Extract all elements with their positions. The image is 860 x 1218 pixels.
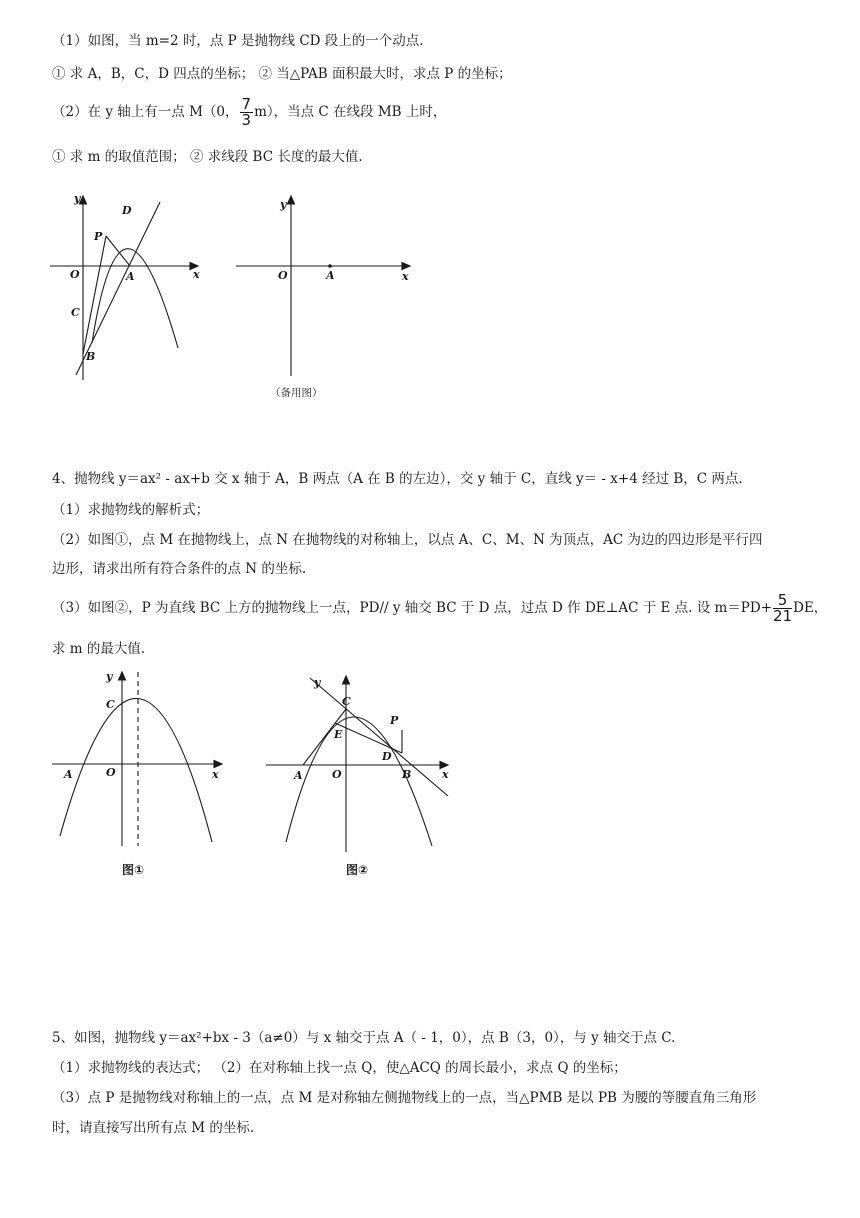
parabola-curve [60, 698, 212, 842]
parabola-curve [92, 249, 178, 348]
p4f2-label-b: B [402, 768, 412, 781]
y-axis-arrow [288, 196, 295, 204]
figure-parabola-pab [50, 188, 210, 380]
p4f1-label-x: x [212, 768, 219, 781]
p5-line-2: （1）求抛物线的表达式； （2）在对称轴上找一点 Q，使△ACQ 的周长最小，求点 Q 的坐标； [52, 1060, 627, 1076]
y-axis-arrow [119, 672, 126, 680]
fig2-caption: （备用图） [270, 387, 323, 399]
fig2-label-a: A [326, 269, 335, 282]
fraction-denominator: 3 [241, 110, 252, 129]
fig1-label-o: O [70, 268, 80, 281]
p4f2-label-a: A [294, 769, 303, 782]
sa-line-3-pre: （2）在 y 轴上有一点 M（0， [52, 104, 239, 120]
y-axis-arrow [343, 676, 350, 684]
line-bc [310, 678, 448, 796]
p4f2-label-c: C [342, 695, 351, 708]
x-axis-arrow [214, 761, 222, 768]
p4-line-5-post: DE， [793, 600, 828, 616]
fig1-label-y: y [74, 192, 81, 205]
p4-line-2: （1）求抛物线的解析式； [52, 502, 210, 518]
sa-line-3 [52, 92, 446, 132]
p4f1-caption: 图① [122, 863, 145, 877]
fig2-label-x: x [402, 270, 409, 283]
p4f1-label-a: A [64, 768, 73, 781]
fig2-label-y: y [280, 198, 287, 211]
fraction-7-3 [240, 94, 254, 129]
fraction-5-21 [773, 590, 793, 625]
p4f1-label-o: O [106, 766, 116, 779]
p4f2-caption: 图② [346, 863, 369, 877]
p5-line-4: 时，请直接写出所有点 M 的坐标. [52, 1120, 255, 1136]
sa-line-1: （1）如图，当 m=2 时，点 P 是抛物线 CD 段上的一个动点. [52, 33, 424, 49]
figure-parallelogram-problem [52, 668, 228, 880]
fig1-label-p: P [94, 230, 103, 243]
fig1-label-c: C [71, 306, 80, 319]
fig1-label-b: B [86, 350, 96, 363]
figure-backup-axes [232, 192, 416, 404]
p4f2-label-e: E [334, 728, 343, 741]
p5-line-3: （3）点 P 是抛物线对称轴上的一点，点 M 是对称轴左侧抛物线上的一点，当△PMB 是以 PB 为腰的等腰直角三角形 [52, 1090, 757, 1106]
fig2-label-o: O [278, 269, 288, 282]
p4f2-label-d: D [382, 750, 392, 763]
p5-line-1: 5、如图，抛物线 y＝ax²+bx - 3（a≠0）与 x 轴交于点 A（ - 1，0），点 B（3，0），与 y 轴交于点 C. [52, 1030, 676, 1046]
p4f1-label-y: y [106, 670, 113, 683]
p4f2-label-p: P [390, 714, 399, 727]
fig1-label-d: D [122, 204, 132, 217]
sa-line-3-post: m），当点 C 在线段 MB 上时， [254, 104, 447, 120]
sa-line-4: ① 求 m 的取值范围； ② 求线段 BC 长度的最大值. [52, 149, 363, 165]
fig1-label-a: A [126, 270, 135, 283]
segment-pa [106, 236, 130, 266]
y-axis-arrow [80, 196, 87, 204]
p4f2-label-o: O [332, 768, 342, 781]
sa-line-2: ① 求 A，B，C，D 四点的坐标； ② 当△PAB 面积最大时，求点 P 的坐标； [52, 66, 512, 82]
fraction-numerator: 5 [773, 593, 792, 609]
p4-line-6: 求 m 的最大值. [52, 641, 146, 657]
p4-line-1: 4、抛物线 y＝ax² - ax+b 交 x 轴于 A，B 两点（A 在 B 的左边），交 y 轴于 C，直线 y＝ - x+4 经过 B，C 两点. [52, 471, 743, 487]
figure-pd-de-problem [262, 672, 454, 880]
x-axis-arrow [402, 263, 410, 270]
p4-line-5 [52, 588, 827, 628]
p4f2-label-y: y [314, 676, 321, 689]
p4-line-4: 边形，请求出所有符合条件的点 N 的坐标. [52, 561, 307, 577]
fraction-denominator: 21 [773, 606, 793, 625]
point-a [328, 264, 332, 268]
parabola-curve [286, 717, 432, 846]
p4-line-5-pre: （3）如图②，P 为直线 BC 上方的抛物线上一点，PD// y 轴交 BC 于 D 点，过点 D 作 DE⊥AC 于 E 点. 设 m＝PD+ [52, 600, 773, 616]
p4-line-3: （2）如图①，点 M 在抛物线上，点 N 在抛物线的对称轴上，以点 A、C、M、N 为顶点，AC 为边的四边形是平行四 [52, 532, 763, 548]
p4f2-label-x: x [442, 768, 449, 781]
p4f1-label-c: C [106, 698, 115, 711]
fraction-numerator: 7 [241, 94, 252, 113]
fig1-label-x: x [193, 268, 200, 281]
